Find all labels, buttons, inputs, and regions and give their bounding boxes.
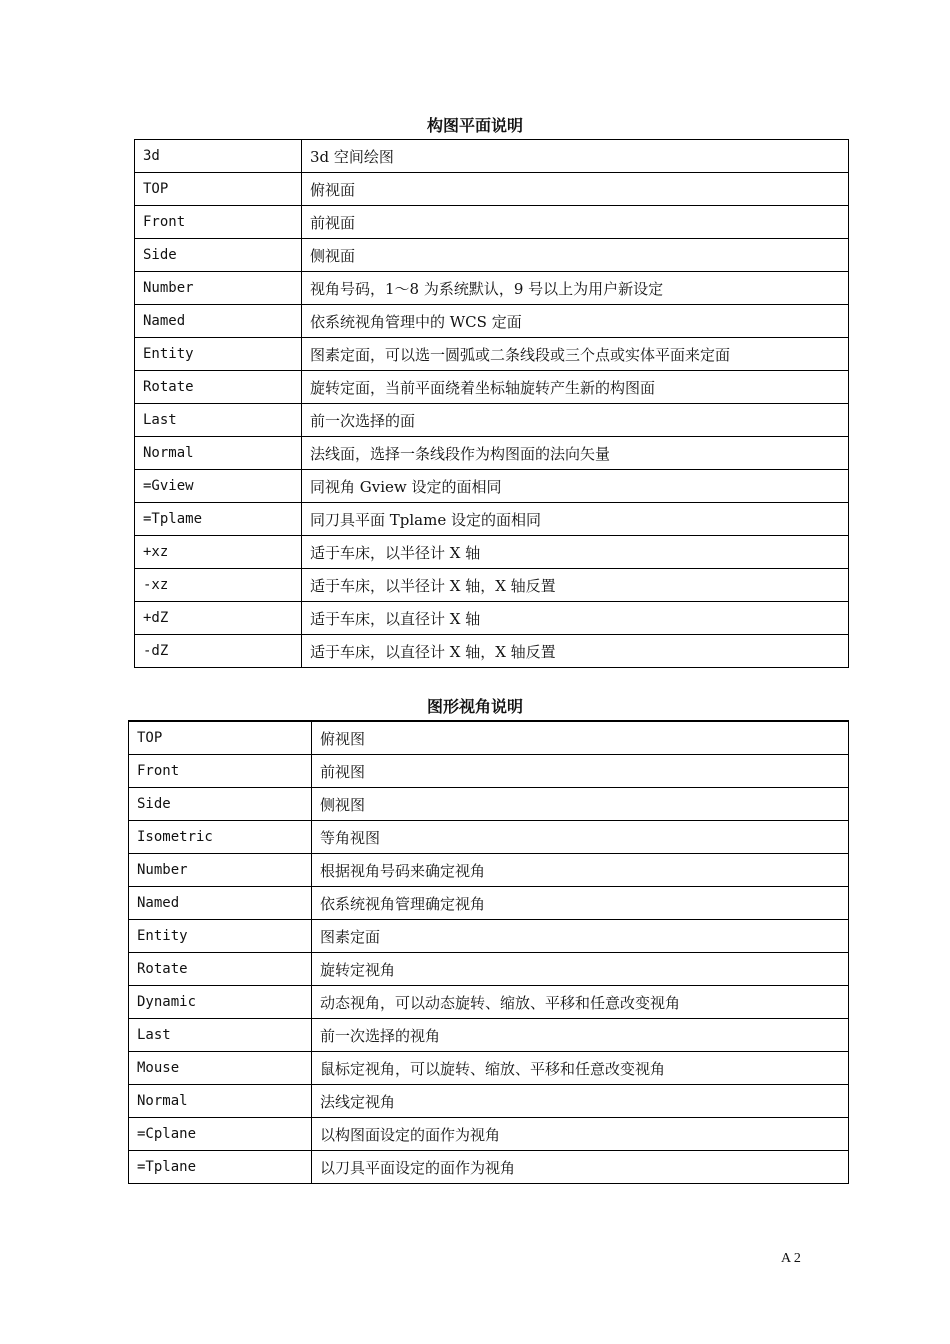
row-key: +dZ xyxy=(135,602,302,635)
row-description: 依系统视角管理确定视角 xyxy=(312,887,849,920)
table-row xyxy=(129,1151,849,1184)
table-row xyxy=(129,788,849,821)
row-key: =Tplame xyxy=(135,503,302,536)
row-key: Side xyxy=(129,788,312,821)
row-description: 根据视角号码来确定视角 xyxy=(312,854,849,887)
construction-plane-table xyxy=(134,139,849,668)
row-description: 同刀具平面 Tplame 设定的面相同 xyxy=(302,503,849,536)
row-key: Named xyxy=(135,305,302,338)
row-key: Number xyxy=(129,854,312,887)
table-row xyxy=(135,404,849,437)
page-number: A 2 xyxy=(781,1251,801,1266)
row-key: TOP xyxy=(135,173,302,206)
row-description: 以构图面设定的面作为视角 xyxy=(312,1118,849,1151)
table-row xyxy=(135,173,849,206)
table-row xyxy=(129,953,849,986)
row-key: Entity xyxy=(135,338,302,371)
row-description: 依系统视角管理中的 WCS 定面 xyxy=(302,305,849,338)
row-key: Named xyxy=(129,887,312,920)
row-key: Mouse xyxy=(129,1052,312,1085)
row-description: 适于车床，以半径计 X 轴 xyxy=(302,536,849,569)
table-row xyxy=(135,569,849,602)
row-description: 旋转定视角 xyxy=(312,953,849,986)
table-row xyxy=(135,305,849,338)
row-description: 同视角 Gview 设定的面相同 xyxy=(302,470,849,503)
section2-title: 图形视角说明 xyxy=(426,697,523,716)
section1-title: 构图平面说明 xyxy=(426,116,523,135)
row-key: =Gview xyxy=(135,470,302,503)
table-row xyxy=(129,1052,849,1085)
row-description: 图素定面 xyxy=(312,920,849,953)
table-row xyxy=(135,206,849,239)
row-key: 3d xyxy=(135,140,302,173)
table-row xyxy=(135,140,849,173)
row-key: TOP xyxy=(129,721,312,755)
row-key: Entity xyxy=(129,920,312,953)
graphic-view-table xyxy=(128,720,849,1184)
row-key: Isometric xyxy=(129,821,312,854)
row-description: 前一次选择的视角 xyxy=(312,1019,849,1052)
row-description: 俯视面 xyxy=(302,173,849,206)
row-description: 适于车床，以半径计 X 轴，X 轴反置 xyxy=(302,569,849,602)
row-description: 鼠标定视角，可以旋转、缩放、平移和任意改变视角 xyxy=(312,1052,849,1085)
row-key: Last xyxy=(135,404,302,437)
row-key: Number xyxy=(135,272,302,305)
row-description: 法线面，选择一条线段作为构图面的法向矢量 xyxy=(302,437,849,470)
table-row xyxy=(135,536,849,569)
row-description: 前一次选择的面 xyxy=(302,404,849,437)
row-key: Rotate xyxy=(135,371,302,404)
table-row xyxy=(129,1118,849,1151)
table-row xyxy=(135,371,849,404)
table-row xyxy=(129,1019,849,1052)
row-key: -xz xyxy=(135,569,302,602)
row-description: 适于车床，以直径计 X 轴，X 轴反置 xyxy=(302,635,849,668)
row-key: Side xyxy=(135,239,302,272)
row-key: Last xyxy=(129,1019,312,1052)
row-key: Dynamic xyxy=(129,986,312,1019)
row-description: 俯视图 xyxy=(312,721,849,755)
row-description: 法线定视角 xyxy=(312,1085,849,1118)
table-row xyxy=(129,821,849,854)
row-description: 3d 空间绘图 xyxy=(302,140,849,173)
table-row xyxy=(135,239,849,272)
row-description: 等角视图 xyxy=(312,821,849,854)
row-description: 动态视角，可以动态旋转、缩放、平移和任意改变视角 xyxy=(312,986,849,1019)
row-description: 前视图 xyxy=(312,755,849,788)
row-key: Rotate xyxy=(129,953,312,986)
row-key: Front xyxy=(135,206,302,239)
row-description: 适于车床，以直径计 X 轴 xyxy=(302,602,849,635)
row-description: 侧视面 xyxy=(302,239,849,272)
row-description: 视角号码，1～8 为系统默认，9 号以上为用户新设定 xyxy=(302,272,849,305)
table-row xyxy=(135,437,849,470)
table-row xyxy=(135,635,849,668)
table-row xyxy=(135,272,849,305)
row-description: 侧视图 xyxy=(312,788,849,821)
row-description: 前视面 xyxy=(302,206,849,239)
table-row xyxy=(135,602,849,635)
table-row xyxy=(129,920,849,953)
table-row xyxy=(135,470,849,503)
table-row xyxy=(129,887,849,920)
row-description: 图素定面，可以选一圆弧或二条线段或三个点或实体平面来定面 xyxy=(302,338,849,371)
table-row xyxy=(129,854,849,887)
table-row xyxy=(135,503,849,536)
row-key: -dZ xyxy=(135,635,302,668)
row-key: =Cplane xyxy=(129,1118,312,1151)
table-row xyxy=(129,721,849,755)
row-description: 旋转定面，当前平面绕着坐标轴旋转产生新的构图面 xyxy=(302,371,849,404)
row-description: 以刀具平面设定的面作为视角 xyxy=(312,1151,849,1184)
row-key: Normal xyxy=(135,437,302,470)
row-key: =Tplane xyxy=(129,1151,312,1184)
row-key: Normal xyxy=(129,1085,312,1118)
row-key: +xz xyxy=(135,536,302,569)
table-row xyxy=(135,338,849,371)
table-row xyxy=(129,1085,849,1118)
row-key: Front xyxy=(129,755,312,788)
table-row xyxy=(129,755,849,788)
table-row xyxy=(129,986,849,1019)
